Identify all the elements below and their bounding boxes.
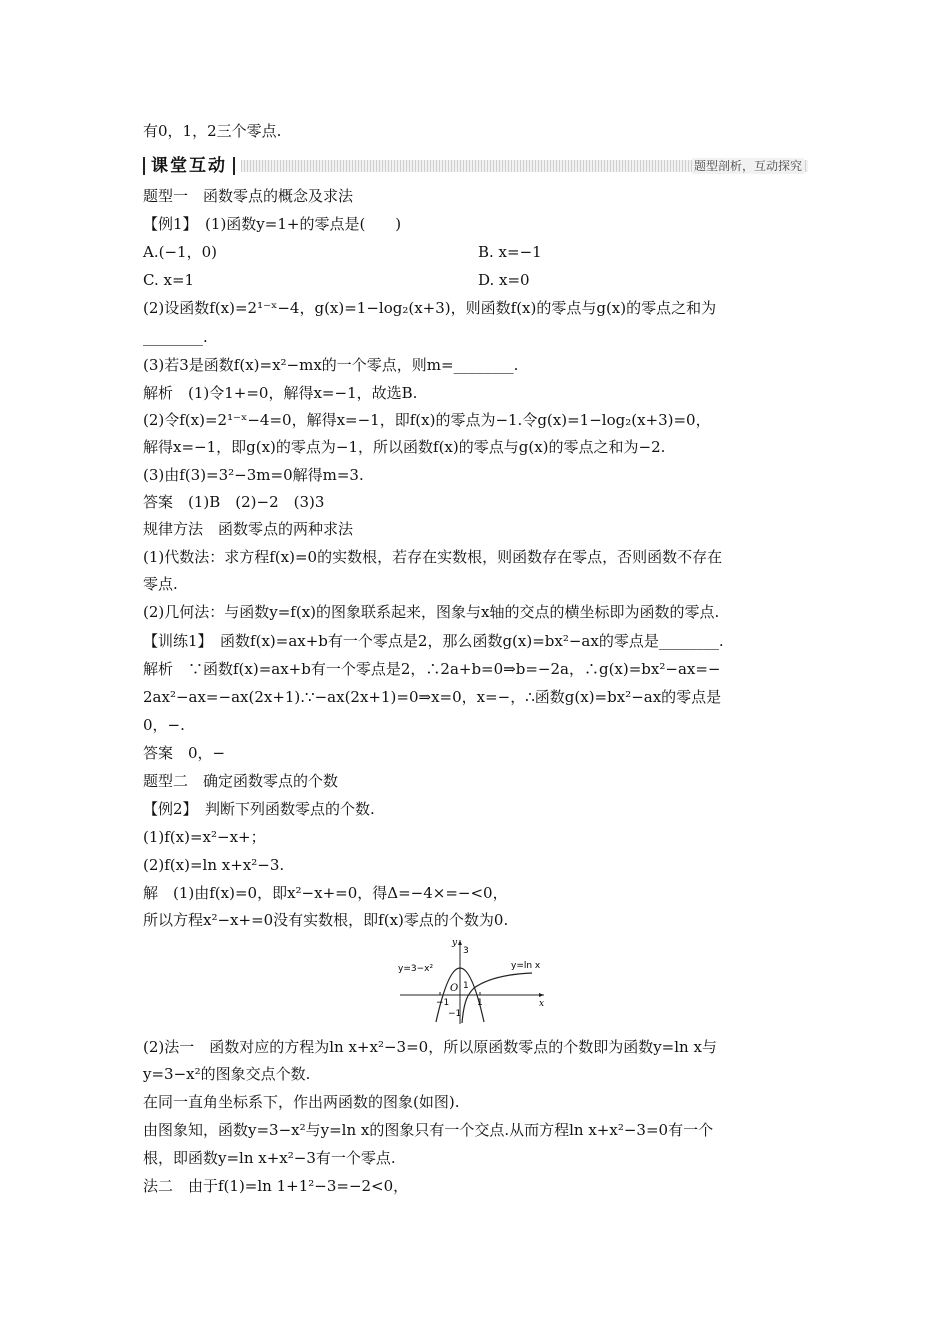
analysis-line: 解析 (1)令1+=0，解得x=−1，故选B. [143, 384, 418, 402]
text-line: 解得x=−1，即g(x)的零点为−1，所以函数f(x)的零点与g(x)的零点之和为−2. [143, 438, 666, 456]
tick-label-y-neg1: −1 [448, 1009, 462, 1019]
text-line: 2ax²−ax=−ax(2x+1).∵−ax(2x+1)=0⇒x=0，x=−，∴函数g(x)=bx²−ax的零点是 [143, 688, 722, 706]
y-axis-label: y [452, 938, 458, 948]
text-line: 0，−. [143, 716, 185, 734]
section-heading: 题型一 函数零点的概念及求法 [143, 187, 354, 205]
text-line: 根，即函数y=ln x+x²−3有一个零点. [143, 1149, 396, 1167]
option-b: B. x=−1 [478, 243, 542, 261]
banner-divider [143, 157, 145, 175]
answer-line: 答案 (1)B (2)−2 (3)3 [143, 493, 325, 511]
origin-label: O [450, 983, 459, 994]
analysis-line: 解析 ∵函数f(x)=ax+b有一个零点是2，∴2a+b=0⇒b=−2a，∴g(x)=bx²−ax=− [143, 660, 721, 678]
example-heading: 【例2】 判断下列函数零点的个数. [143, 800, 375, 818]
text-line: ________. [143, 328, 208, 346]
section-banner [143, 155, 808, 177]
text-line: 在同一直角坐标系下，作出两函数的图象(如图). [143, 1093, 460, 1111]
text-line: 法二 由于f(1)=ln 1+1²−3=−2<0， [143, 1177, 409, 1195]
solution-line: 解 (1)由f(x)=0，即x²−x+=0，得Δ=−4×=−<0， [143, 884, 508, 902]
answer-line: 答案 0，− [143, 744, 226, 762]
method-heading: 规律方法 函数零点的两种求法 [143, 520, 354, 538]
text-line: y=3−x²的图象交点个数. [143, 1065, 311, 1083]
tick-label-y1: 1 [463, 981, 469, 991]
text-line: (2)几何法：与函数y=f(x)的图象联系起来，图象与x轴的交点的横坐标即为函数的零点. [143, 603, 720, 621]
log-curve [462, 973, 532, 1023]
curve-label-parabola: y=3−x² [398, 964, 434, 974]
x-axis-arrow [539, 993, 544, 997]
text-line: (2)令f(x)=2¹⁻ˣ−4=0，解得x=−1，即f(x)的零点为−1.令g(x)=1−log₂(x+3)=0， [143, 411, 711, 429]
option-c: C. x=1 [143, 271, 195, 289]
text-line: 有0，1，2三个零点. [143, 122, 282, 140]
banner-divider [233, 157, 235, 175]
y-axis-arrow [458, 940, 462, 945]
section-heading: 题型二 确定函数零点的个数 [143, 772, 339, 790]
tick-label-x1: 1 [477, 998, 483, 1008]
example-heading: 【例1】 (1)函数y=1+的零点是( ) [143, 215, 402, 233]
curve-label-log: y=ln x [511, 961, 541, 971]
text-line: (1)代数法：求方程f(x)=0的实数根，若存在实数根，则函数存在零点，否则函数不存在 [143, 548, 723, 566]
text-line: (1)f(x)=x²−x+； [143, 828, 266, 846]
text-line: (2)法一 函数对应的方程为ln x+x²−3=0，所以原函数零点的个数即为函数y=ln x与 [143, 1038, 717, 1056]
tick-label-y3: 3 [463, 946, 469, 956]
banner-title: 课堂互动 [151, 156, 227, 176]
text-line: 由图象知，函数y=3−x²与y=ln x的图象只有一个交点.从而方程ln x+x²−3=0有一个 [143, 1121, 714, 1139]
text-line: 所以方程x²−x+=0没有实数根，即f(x)零点的个数为0. [143, 911, 509, 929]
text-line: (2)f(x)=ln x+x²−3. [143, 856, 285, 874]
tick-label-x-neg1: −1 [436, 998, 450, 1008]
exercise-heading: 【训练1】 函数f(x)=ax+b有一个零点是2，那么函数g(x)=bx²−ax的零点是________. [143, 632, 724, 650]
option-a: A.(−1，0) [143, 243, 217, 261]
text-line: (3)若3是函数f(x)=x²−mx的一个零点，则m=________. [143, 356, 519, 374]
option-d: D. x=0 [478, 271, 530, 289]
x-axis-label: x [539, 999, 545, 1009]
text-line: (3)由f(3)=3²−3m=0解得m=3. [143, 466, 364, 484]
banner-subtitle: 题型剖析，互动探究 [693, 159, 802, 173]
text-line: (2)设函数f(x)=2¹⁻ˣ−4，g(x)=1−log₂(x+3)，则函数f(x)的零点与g(x)的零点之和为 [143, 299, 717, 317]
text-line: 零点. [143, 575, 178, 593]
function-graph-figure [398, 936, 548, 1028]
